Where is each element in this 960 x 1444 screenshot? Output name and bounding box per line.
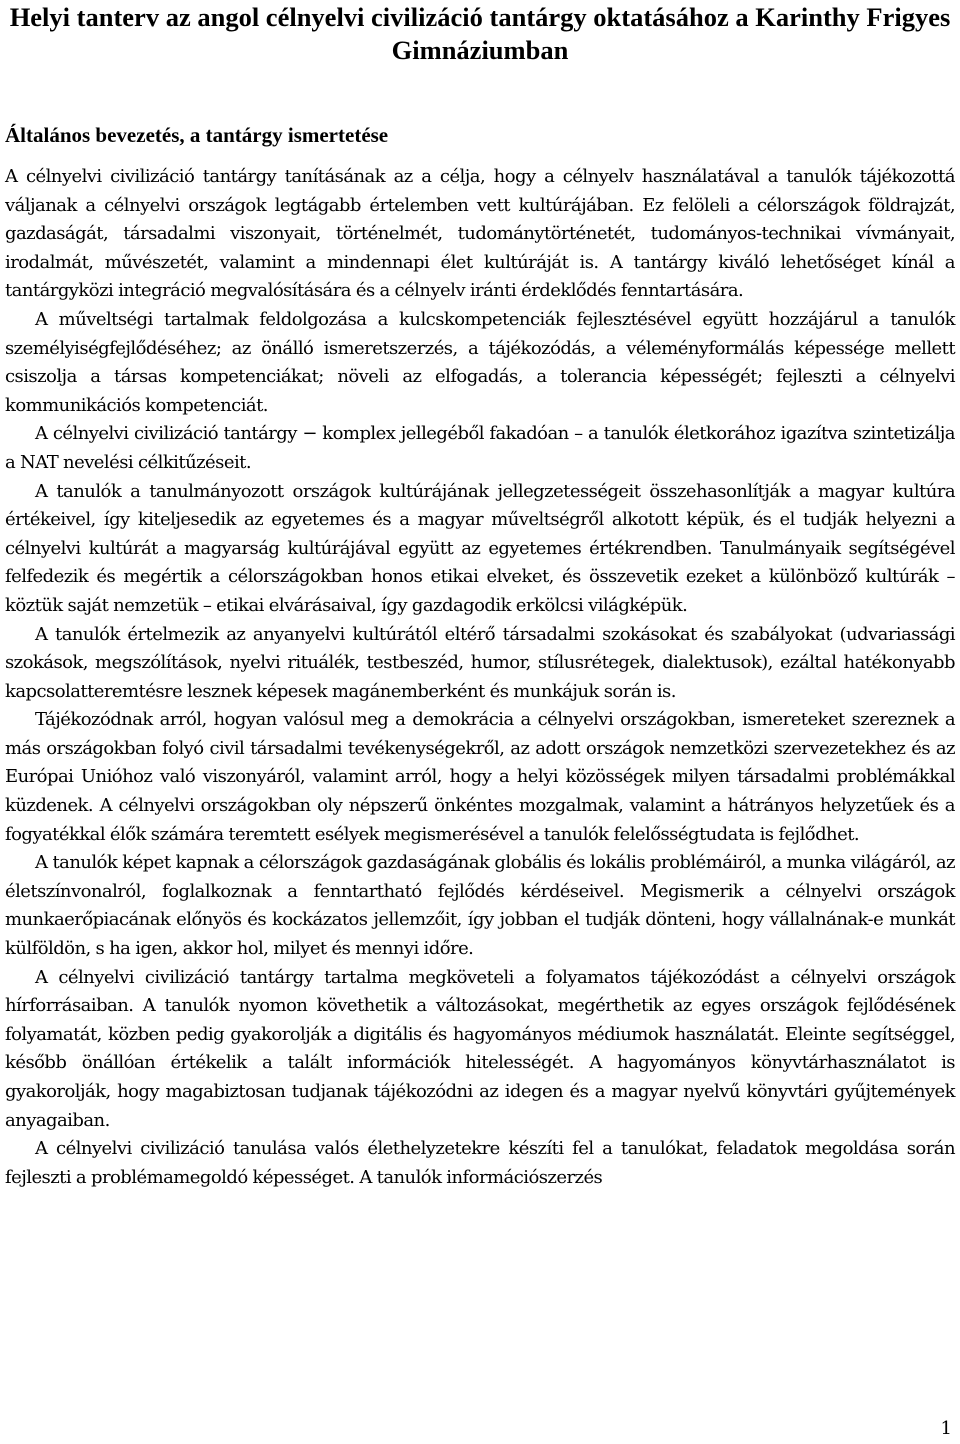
section-heading: Általános bevezetés, a tantárgy ismertetése xyxy=(5,123,389,147)
paragraph-8: A célnyelvi civilizáció tantárgy tartalma megköveteli a folyamatos tájékozódást a célnyelvi országok hírforrásaiban. A tanulók nyomon követhetik a változásokat, megérthetik az egyes országok fejlődésének folyamatát, közben pedig gyakorolják a digitális és hagyományos médiumok használatát. Eleinte segítséggel, később önállóan értékelik a talált információk hitelességét. A hagyományos könyvtárhasználatot is gyakorolják, hogy magabiztosan tudjanak tájékozódni az idegen és a magyar nyelvű könyvtári gyűjtemények anyagaiban. xyxy=(5,966,955,1131)
paragraph-5: A tanulók értelmezik az anyanyelvi kultúrától eltérő társadalmi szokásokat és szabályokat (udvariassági szokások, megszólítások, nyelvi rituálék, testbeszéd, humor, stílusrétegek, dialektusok), ezáltal hatékonyabb kapcsolatteremtésre lesznek képesek magánemberként és munkájuk során is. xyxy=(5,623,955,702)
paragraph-3: A célnyelvi civilizáció tantárgy − komplex jellegéből fakadóan – a tanulók életkorához igazítva szintetizálja a NAT nevelési célkitűzéseit. xyxy=(5,423,955,473)
document-title: Helyi tanterv az angol célnyelvi civilizáció tantárgy oktatásához a Karinthy Frigyes Gimnáziumban xyxy=(9,2,951,65)
paragraph-7: A tanulók képet kapnak a célországok gazdaságának globális és lokális problémáiról, a munka világáról, az életszínvonalról, foglalkoznak a fenntartható fejlődés kérdéseivel. Megismerik a célnyelvi országok munkaerőpiacának előnyös és kockázatos jellemzőit, így jobban el tudják dönteni, hogy vállalnának-e munkát külföldön, s ha igen, akkor hol, milyet és mennyi időre. xyxy=(5,852,955,960)
paragraph-2: A műveltségi tartalmak feldolgozása a kulcskompetenciák fejlesztésével együtt hozzájárul a tanulók személyiségfejlődéséhez; az önálló ismeretszerzés, a tájékozódás, a véleményformálás képessége mellett csiszolja a társas kompetenciákat; növeli az elfogadás, a tolerancia képességét; fejleszti a célnyelvi kommunikációs kompetenciát. xyxy=(5,308,955,416)
paragraph-6: Tájékozódnak arról, hogyan valósul meg a demokrácia a célnyelvi országokban, ismereteket szereznek a más országokban folyó civil társadalmi tevékenységekről, az adott országok nemzetközi szervezetekhez és az Európai Unióhoz való viszonyáról, valamint arról, hogy a helyi közösségek milyen társadalmi problémákkal küzdenek. A célnyelvi országokban oly népszerű önkéntes mozgalmak, valamint a hátrányos helyzetűek és a fogyatékkal élők számára teremtett esélyek megismerésével a tanulók felelősségtudata is fejlődhet. xyxy=(5,709,955,845)
body-text xyxy=(5,163,955,1192)
page-number: 1 xyxy=(940,1418,952,1439)
document-page xyxy=(5,0,955,1192)
paragraph-1: A célnyelvi civilizáció tantárgy tanításának az a célja, hogy a célnyelv használatával a tanulók tájékozottá váljanak a célnyelvi országok legtágabb értelemben vett kultúrájában. Ez felöleli a célországok földrajzát, gazdaságát, társadalmi viszonyait, történelmét, tudománytörténetét, tudományos-technikai vívmányait, irodalmát, művészetét, valamint a mindennapi élet kultúráját is. A tantárgy kiváló lehetőséget kínál a tantárgyközi integráció megvalósítására és a célnyelv iránti érdeklődés fenntartására. xyxy=(5,166,955,302)
paragraph-9: A célnyelvi civilizáció tanulása valós élethelyzetekre készíti fel a tanulókat, feladatok megoldása során fejleszti a problémamegoldó képességet. A tanulók információszerzés xyxy=(5,1138,955,1188)
paragraph-4: A tanulók a tanulmányozott országok kultúrájának jellegzetességeit összehasonlítják a magyar kultúra értékeivel, így kiteljesedik az egyetemes és a magyar műveltségről alkotott képük, és el tudják helyezni a célnyelvi kultúrát a magyarság kultúrájával együtt az egyetemes értékrendben. Tanulmányaik segítségével felfedezik és megértik a célországokban honos etikai elveket, és összevetik ezeket a különböző kultúrák – köztük saját nemzetük – etikai elvárásaival, így gazdagodik erkölcsi világképük. xyxy=(5,480,955,616)
